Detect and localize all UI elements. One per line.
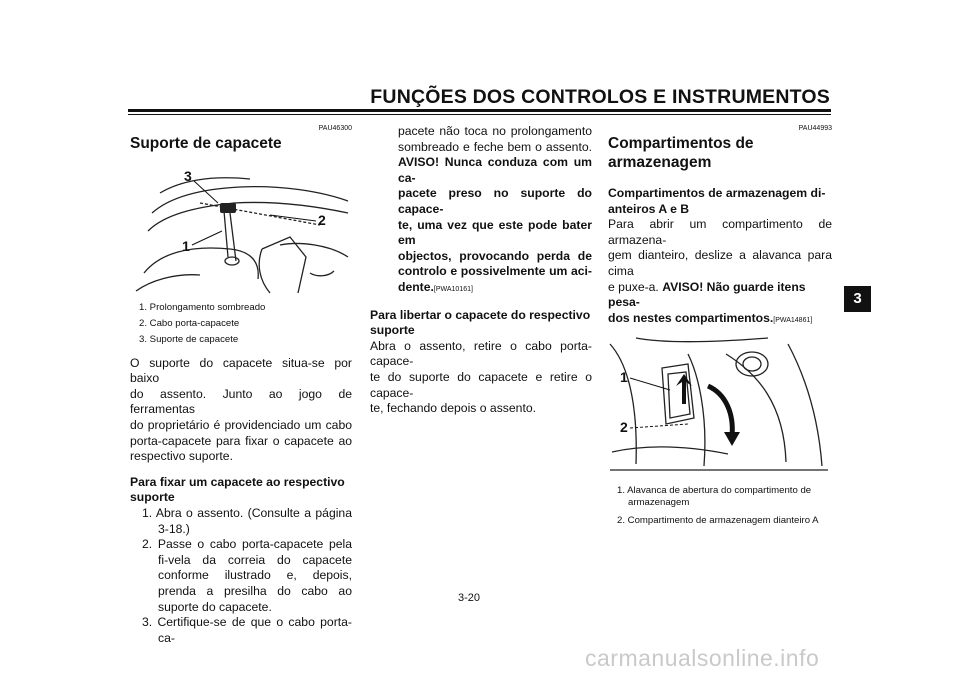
column-middle <box>370 124 592 417</box>
step-item: 2. Passe o cabo porta-capacete pela fi-vela da correia do capacete conforme ilustrado e, depois, prenda a presilha do cabo ao suporte do capacete. <box>142 537 352 614</box>
text-line: O suporte do capacete situa-se por baixo <box>130 355 352 386</box>
caption-item: 2. Compartimento de armazenagem dianteiro A <box>617 514 819 526</box>
warning-line: controlo e possivelmente um aci- <box>398 264 592 279</box>
text-line: te do suporte do capacete e retire o capace- <box>370 369 592 400</box>
release-paragraph <box>370 339 592 417</box>
subtitle-line: Compartimentos de armazenagem di- <box>608 186 826 200</box>
text-line: e puxe-a. <box>608 279 659 294</box>
subtitle-line: Para fixar um capacete ao respectivo <box>130 474 345 489</box>
page-number: 3-20 <box>458 592 481 604</box>
storage-figure <box>608 334 832 479</box>
step-item: 3. Certifique-se de que o cabo porta-ca- <box>142 615 352 645</box>
subtitle-line: Para libertar o capacete do respectivo <box>370 307 591 322</box>
callout-2: 2 <box>318 212 326 228</box>
subsection-title <box>608 186 832 217</box>
intro-paragraph <box>130 356 352 465</box>
header-rule <box>128 109 831 112</box>
caption-item: 1. Prolongamento sombreado <box>139 301 266 313</box>
page-header-title: FUNÇÕES DOS CONTROLOS E INSTRUMENTOS <box>370 86 830 108</box>
warning-code: [PWA14861] <box>773 316 813 324</box>
subtitle-line: suporte <box>370 323 415 338</box>
figure-captions <box>130 300 352 348</box>
column-left <box>130 124 352 646</box>
text-line: pacete não toca no prolongamento <box>398 124 592 138</box>
chapter-tab: 3 <box>844 286 871 312</box>
steps-list <box>130 506 352 646</box>
warning-line: dente. <box>398 279 434 294</box>
warning-text <box>398 155 592 297</box>
text-line: do proprietário é providenciado um cabo <box>130 417 352 432</box>
caption-item: 1. Alavanca de abertura do compartimento de armazenagem <box>617 484 812 508</box>
warning-line: objectos, provocando perda de <box>398 248 592 263</box>
step-item: 1. Abra o assento. (Consulte a página 3-18.) <box>142 505 352 536</box>
section-title <box>608 134 832 172</box>
text-line: respectivo suporte. <box>130 449 233 464</box>
warning-code: [PWA10161] <box>433 285 473 293</box>
subsection-title <box>370 308 592 339</box>
storage-compartment-illustration <box>608 334 830 474</box>
warning-line: pacete preso no suporte do capace- <box>398 186 592 216</box>
text-line: gem dianteiro, deslize a alavanca para cima <box>608 248 832 278</box>
subtitle-line: suporte <box>130 490 175 505</box>
text-line: porta-capacete para fixar o capacete ao <box>130 433 352 448</box>
warning-text: dos nestes compartimentos. <box>608 310 774 325</box>
section-title: Suporte de capacete <box>130 135 282 152</box>
caption-item: 2. Cabo porta-capacete <box>139 317 240 329</box>
callout-3: 3 <box>184 168 192 184</box>
text-line: do assento. Junto ao jogo de ferramentas <box>130 386 352 417</box>
text-line: sombreado e feche bem o assento. <box>398 139 592 154</box>
storage-paragraph <box>608 217 832 328</box>
callout-1: 1 <box>182 238 190 254</box>
helmet-holder-illustration <box>130 153 352 295</box>
caption-item: 3. Suporte de capacete <box>139 333 239 345</box>
text-line: Abra o assento, retire o cabo porta-capace- <box>370 338 592 369</box>
watermark-text: carmanualsonline.info <box>585 645 820 671</box>
subtitle-line: anteiros A e B <box>608 201 690 216</box>
column-right <box>608 124 832 527</box>
warning-line: AVISO! Nunca conduza com um ca- <box>398 155 592 185</box>
title-line: Compartimentos de <box>608 135 754 152</box>
title-line: armazenagem <box>608 154 712 171</box>
warning-line: te, uma vez que este pode bater em <box>398 217 592 248</box>
section-code: PAU46300 <box>318 125 352 132</box>
subsection-title <box>130 475 352 506</box>
section-code: PAU44993 <box>798 125 832 132</box>
text-line: te, fechando depois o assento. <box>370 401 537 416</box>
helmet-holder-figure <box>130 153 352 300</box>
header-rule-thin <box>128 114 831 115</box>
figure-captions <box>608 485 832 527</box>
callout-2: 2 <box>620 419 628 436</box>
warning-text: AVISO! Não guarde itens pesa- <box>608 279 806 310</box>
text-line: Para abrir um compartimento de armazena- <box>608 217 832 247</box>
callout-1: 1 <box>620 369 628 386</box>
